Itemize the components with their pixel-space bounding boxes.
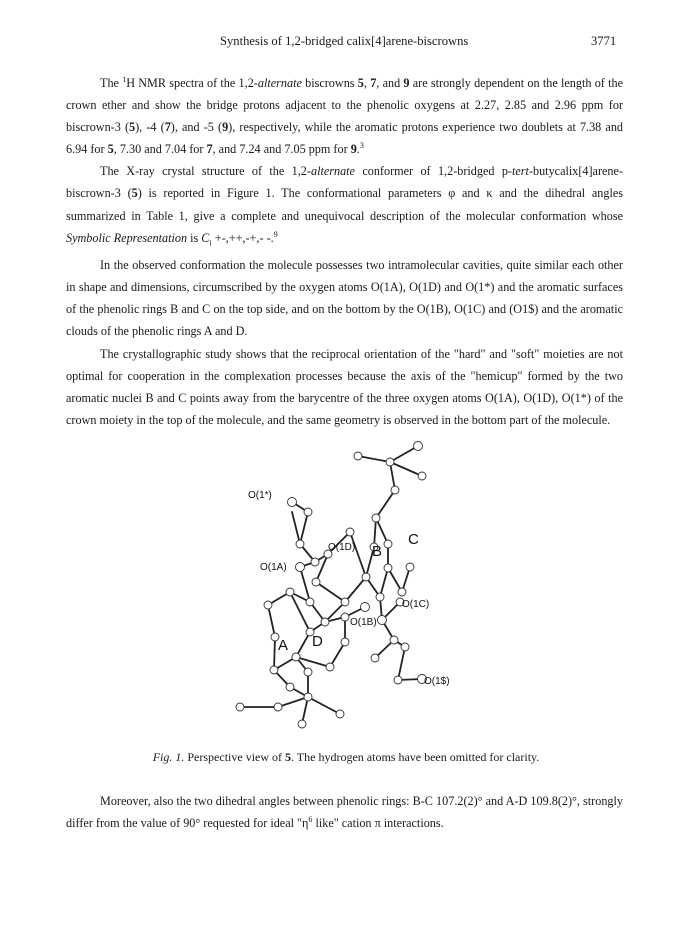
- final-text: [66, 790, 623, 834]
- figure-caption: Fig. 1. Perspective view of 5. The hydrogen atoms have been omitted for clarity.: [152, 750, 540, 764]
- label-ring-d: D: [312, 633, 323, 650]
- paragraph-cavities: In the observed conformation the molecule possesses two intramolecular cavities, quite similar each other in shape and dimensions, circumscribed by the oxygen atoms O(1A), O(1D) and O(1*) and the aromatic surfaces of the phenolic rings B and C on the top side, and on the bottom by the O(1B), O(1C) and (O1$) and the aromatic clouds of the phenolic rings A and D.: [66, 258, 623, 339]
- label-o1b: O(1B): [350, 617, 377, 628]
- paragraph-crystallography: The crystallographic study shows that the reciprocal orientation of the "hard" and "soft" moieties are not optimal for cooperation in the complexation processes because the axis of the "hemicup" formed by the two aromatic nuclei B and C points away from the barycentre of the three oxygen atoms O(1A), O(1D), O(1*) of the crown moiety in the top of the molecule, and the same geometry is observed in the bottom part of the molecule.: [66, 346, 623, 427]
- label-o1-star: O(1*): [248, 490, 272, 501]
- label-o1a: O(1A): [260, 562, 287, 573]
- molecule-drawing: [200, 432, 500, 742]
- running-title: Synthesis of 1,2-bridged calix[4]arene-biscrowns: [220, 34, 469, 48]
- paragraph-nmr: The $^1$H NMR spectra of the 1,2-alternate biscrowns 5, 7, and 9 are strongly dependent on the length of the crown ether and show the bridge protons adjacent to the phenolic oxygens at 2.27, 2.85 and 2.96 ppm for biscrown-3 (5), -4 (7), and -5 (9), respectively, while the aromatic protons experience two doublets at 7.38 and 6.94 for 5, 7.30 and 7.04 for 7, and 7.24 and 7.05 ppm for 9.$^3$: [66, 75, 624, 157]
- page-number: 3771: [591, 34, 617, 48]
- page-header: [0, 34, 692, 54]
- paragraph-xray: The X-ray crystal structure of the 1,2-alternate conformer of 1,2-bridged p-tert-butycalix[4]arene-biscrown-3 (5) is reported in Figure 1. The conformational parameters φ and κ and the dihedral angles summarized in Table 1, give a complete and unequivocal description of the molecular conformation whose Symbolic Representation is $C_i$ +-,++,-+,- -.$^9$: [66, 164, 624, 248]
- paragraph-dihedral: Moreover, also the two dihedral angles between phenolic rings: B-C 107.2(2)° and A-D 109.8(2)°, strongly differ from the value of 90° requested for ideal "$\eta^6$ like" cation π interactions.: [66, 794, 623, 831]
- label-ring-a: A: [278, 637, 289, 654]
- label-o1-dollar: O(1$): [424, 676, 450, 687]
- label-ring-b: B: [372, 543, 383, 560]
- label-o1d: O(1D): [328, 542, 356, 553]
- label-ring-c: C: [408, 531, 419, 548]
- body-text: [66, 72, 623, 431]
- figure-molecule: [200, 432, 500, 742]
- label-o1c: O(1C): [402, 599, 430, 610]
